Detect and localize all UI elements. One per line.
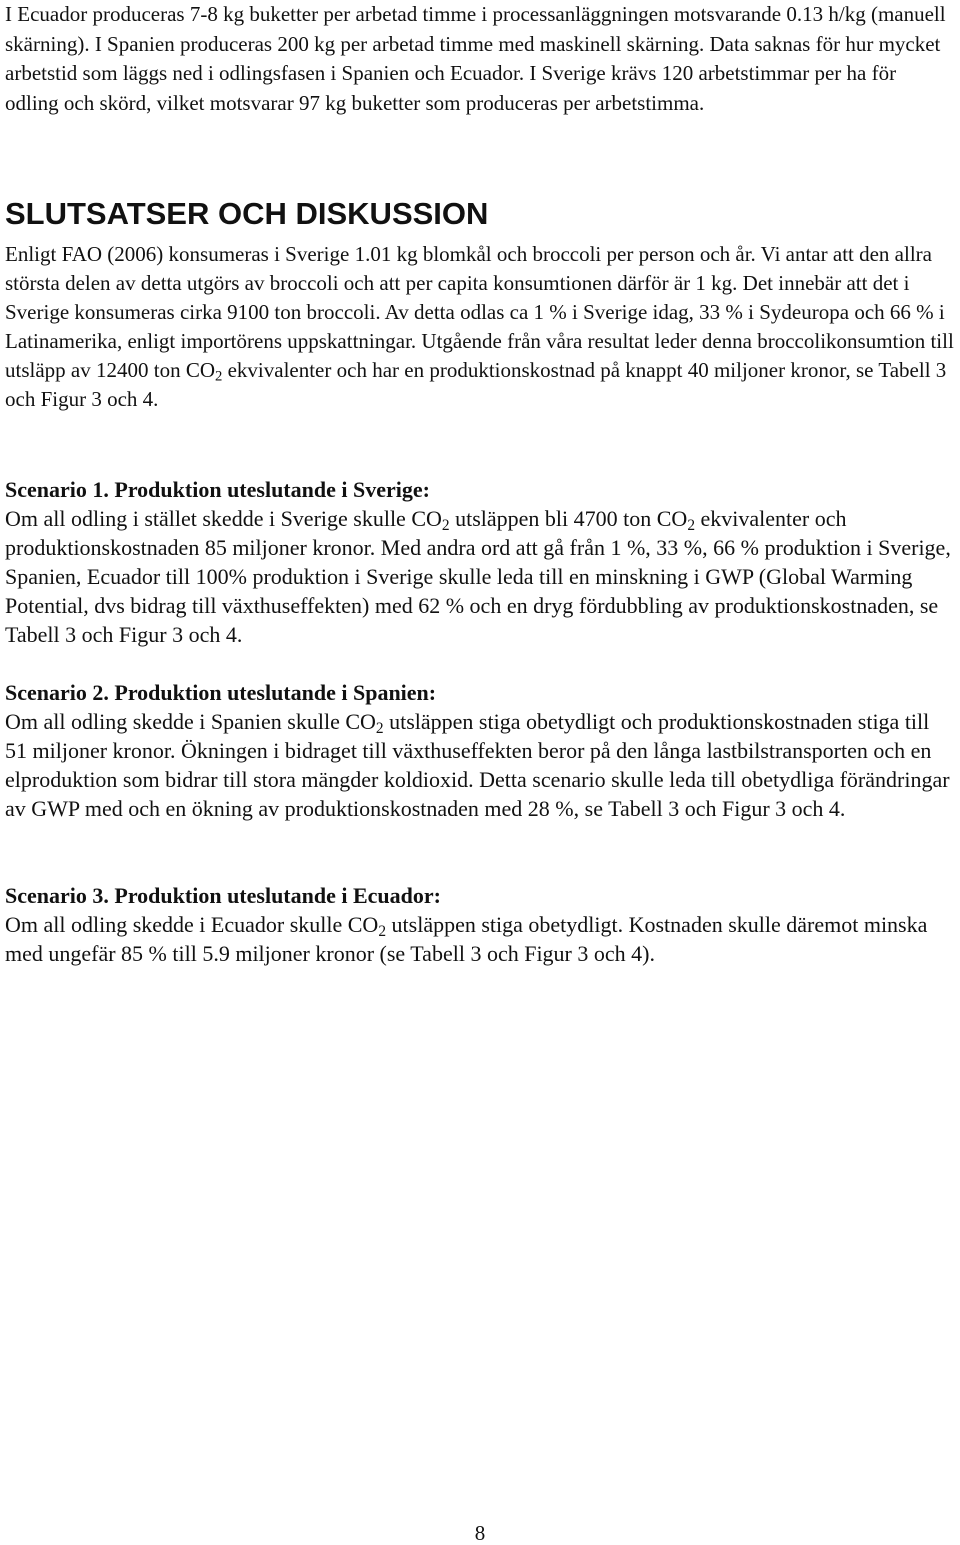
scenario-3: [5, 881, 955, 968]
scenario-1-text: [5, 504, 955, 649]
co2-subscript: 2: [378, 922, 387, 940]
document-page: [5, 0, 955, 966]
scenario-3-text: [5, 910, 955, 968]
scenario-2-text: [5, 707, 955, 823]
page-number: 8: [474, 1521, 486, 1545]
scenario-2-title: Scenario 2. Produktion uteslutande i Spanien:: [5, 680, 437, 705]
discussion-text-1: Enligt FAO (2006) konsumeras i Sverige 1.01 kg blomkål och broccoli per person och år. Vi antar att den allra största delen av detta utgörs av broccoli och att per capita konsumtionen därför är 1 kg. Det innebär att det i Sverige konsumeras cirka 9100 ton broccoli. Av detta odlas ca 1 % i Sverige idag, 33 % i Sydeuropa och 66 % i Latinamerika, enligt importörens uppskattningar. Utgående från våra resultat leder denna broccolikonsumtion till utsläpp av 12400 ton CO: [5, 242, 954, 382]
discussion-text-2: ekvivalenter och har en produktionskostnad på knappt 40 miljoner kronor, se Tabell 3 och Figur 3 och 4.: [5, 358, 947, 411]
scenario-3-text-a: Om all odling skedde i Ecuador skulle CO: [5, 912, 379, 937]
scenario-2: [5, 678, 955, 823]
scenario-1-title: Scenario 1. Produktion uteslutande i Sverige:: [5, 477, 430, 502]
co2-subscript: 2: [375, 719, 384, 737]
co2-subscript: 2: [687, 516, 696, 534]
scenario-3-title: Scenario 3. Produktion uteslutande i Ecuador:: [5, 883, 441, 908]
co2-subscript: 2: [441, 516, 450, 534]
intro-paragraph: I Ecuador produceras 7-8 kg buketter per arbetad timme i processanläggningen motsvarande 0.13 h/kg (manuell skärning). I Spanien produceras 200 kg per arbetad timme med maskinell skärning. Data saknas för hur mycket arbetstid som läggs ned i odlingsfasen i Spanien och Ecuador. I Sverige krävs 120 arbetstimmar per ha för odling och skörd, vilket motsvarar 97 kg buketter som produceras per arbetstimma.: [5, 2, 946, 115]
scenario-1: [5, 475, 955, 649]
co2-subscript: 2: [215, 368, 223, 385]
scenario-1-text-b: utsläppen bli 4700 ton CO: [449, 506, 688, 531]
scenario-1-text-c: ekvivalenter och produktionskostnaden 85 miljoner kronor. Med andra ord att gå från 1 %, 33 %, 66 % produktion i Sverige, Spanien, Ecuador till 100% produktion i Sverige skulle leda till en minskning i GWP (Global Warming Potential, dvs bidrag till växthuseffekten) med 62 % och en dryg fördubbling av produktionskostnaden, se Tabell 3 och Figur 3 och 4.: [5, 506, 951, 647]
scenario-2-text-a: Om all odling skedde i Spanien skulle CO: [5, 709, 376, 734]
scenario-1-text-a: Om all odling i stället skedde i Sverige skulle CO: [5, 506, 442, 531]
section-heading: SLUTSATSER OCH DISKUSSION: [5, 196, 489, 231]
scenario-2-text-b: utsläppen stiga obetydligt och produktionskostnaden stiga till 51 miljoner kronor. Ökningen i bidraget till växthuseffekten beror på den långa lastbilstransporten och en elproduktion som bidrar till stora mängder koldioxid. Detta scenario skulle leda till obetydliga förändringar av GWP med och en ökning av produktionskostnaden med 28 %, se Tabell 3 och Figur 3 och 4.: [5, 709, 950, 821]
discussion-paragraph: [5, 240, 955, 414]
scenario-3-text-b: utsläppen stiga obetydligt. Kostnaden skulle däremot minska med ungefär 85 % till 5.9 miljoner kronor (se Tabell 3 och Figur 3 och 4).: [5, 912, 928, 966]
